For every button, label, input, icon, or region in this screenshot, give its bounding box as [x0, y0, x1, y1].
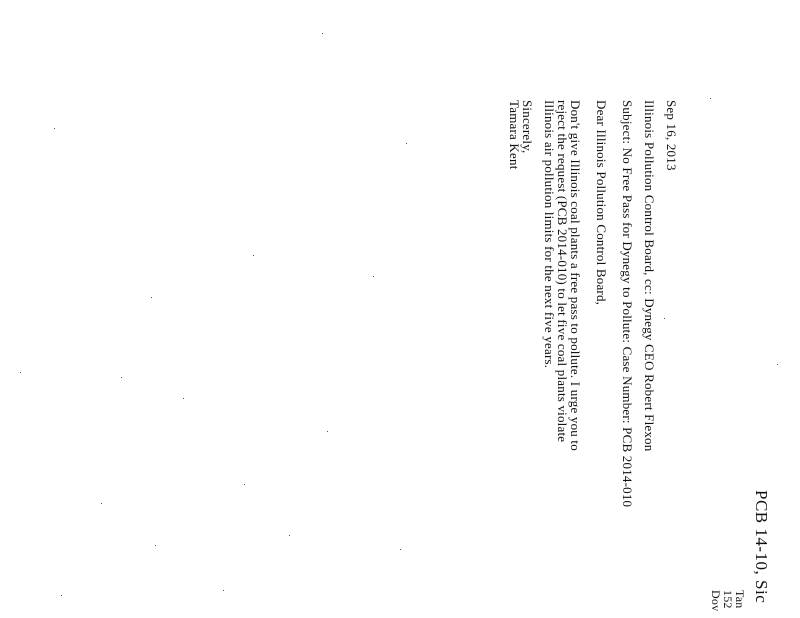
- scan-speck: [20, 372, 21, 373]
- scan-speck: [121, 377, 122, 378]
- scan-speck: [373, 276, 374, 277]
- scan-speck: [664, 318, 665, 319]
- scan-speck: [777, 364, 778, 365]
- docket-number: PCB 14-10, Sic: [752, 490, 771, 604]
- address-line-1: Tan: [733, 590, 747, 609]
- scan-speck: [101, 503, 102, 504]
- scan-speck: [327, 431, 328, 432]
- address-line-3: Dov: [709, 590, 723, 612]
- letter-recipient: Illinois Pollution Control Board, cc: Dynegy CEO Robert Flexon: [642, 100, 657, 452]
- scan-speck: [400, 549, 401, 550]
- letter-body-line-3: Illinois air pollution limits for the next five years.: [542, 100, 557, 369]
- scan-speck: [54, 128, 55, 129]
- address-line-2: 152: [721, 590, 735, 609]
- scan-speck: [710, 98, 711, 99]
- scan-speck: [253, 255, 254, 256]
- letter-body-line-2: reject the request (PCB 2014-010) to let five coal plants violate: [555, 100, 570, 443]
- letter-subject: Subject: No Free Pass for Dynegy to Pollute: Case Number: PCB 2014-010: [620, 100, 635, 508]
- scan-speck: [151, 297, 152, 298]
- scan-speck: [155, 545, 156, 546]
- letter-signature: Tamara Kent: [507, 100, 522, 170]
- scan-speck: [406, 143, 407, 144]
- letter-salutation: Dear Illinois Pollution Control Board,: [594, 100, 609, 306]
- scan-speck: [289, 535, 290, 536]
- letter-date: Sep 16, 2013: [664, 100, 679, 171]
- letter-body-line-1: Don't give Illinois coal plants a free pass to pollute. I urge you to: [568, 100, 583, 451]
- scan-speck: [223, 590, 224, 591]
- scan-speck: [183, 398, 184, 399]
- letter-closing: Sincerely,: [520, 100, 535, 154]
- scan-speck: [322, 33, 323, 34]
- scan-speck: [244, 484, 245, 485]
- scan-speck: [61, 595, 62, 596]
